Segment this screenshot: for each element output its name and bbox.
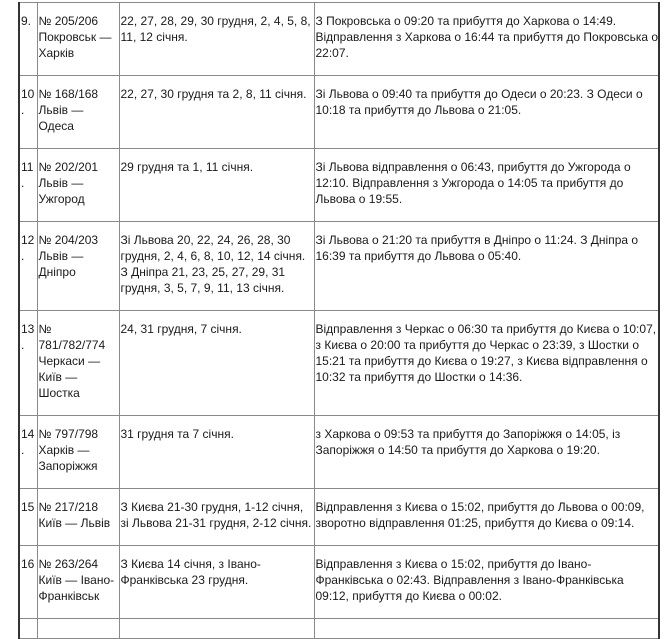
schedule-text: Відправлення з Києва о 15:02, прибуття до Львова о 00:09, зворотно відправлення 01:25, прибуття до Києва о 09:14. bbox=[314, 489, 659, 546]
travel-dates bbox=[119, 619, 314, 639]
schedule-text: з Харкова о 09:53 та прибуття до Запоріжжя о 14:05, із Запоріжжя о 14:50 та прибуття до Харкова о 19:20. bbox=[314, 416, 659, 489]
travel-dates: З Києва 14 січня, з Івано-Франківська 23 грудня. bbox=[119, 546, 314, 619]
train-name: № 781/782/774 Черкаси — Київ — Шостка bbox=[37, 311, 119, 416]
schedule-text: Зі Львова відправлення о 06:43, прибуття до Ужгорода о 12:10. Відправлення з Ужгорода о 14:05 та прибуття до Львова о 19:55. bbox=[314, 149, 659, 222]
row-number: 11. bbox=[19, 149, 37, 222]
row-number: 15 bbox=[19, 489, 37, 546]
table-row bbox=[19, 149, 659, 222]
table-row bbox=[19, 489, 659, 546]
row-number: 16 bbox=[19, 546, 37, 619]
travel-dates: З Києва 21-30 грудня, 1-12 січня, зі Львова 21-31 грудня, 2-12 січня. bbox=[119, 489, 314, 546]
table-row bbox=[19, 222, 659, 311]
travel-dates: 31 грудня та 7 січня. bbox=[119, 416, 314, 489]
row-number: 12. bbox=[19, 222, 37, 311]
train-name: № 797/798 Харків — Запоріжжя bbox=[37, 416, 119, 489]
travel-dates: 24, 31 грудня, 7 січня. bbox=[119, 311, 314, 416]
schedule-text: Відправлення з Києва о 15:02, прибуття до Івано-Франківська о 02:43. Відправлення з Івано-Франківська 09:12, прибуття до Києва о 00:02. bbox=[314, 546, 659, 619]
train-name: № 217/218 Київ — Львів bbox=[37, 489, 119, 546]
train-name: № 202/201 Львів — Ужгород bbox=[37, 149, 119, 222]
train-name: № 204/203 Львів — Дніпро bbox=[37, 222, 119, 311]
travel-dates: 22, 27, 28, 29, 30 грудня, 2, 4, 5, 8, 11, 12 січня. bbox=[119, 3, 314, 76]
row-number: 13. bbox=[19, 311, 37, 416]
row-number: 10. bbox=[19, 76, 37, 149]
schedule-text: Зі Львова о 09:40 та прибуття до Одеси о 20:23. З Одеси о 10:18 та прибуття до Львова о 21:05. bbox=[314, 76, 659, 149]
train-name: № 168/168 Львів — Одеса bbox=[37, 76, 119, 149]
row-number: 9. bbox=[19, 3, 37, 76]
schedule-text: Зі Львова о 21:20 та прибуття в Дніпро о 11:24. З Дніпра о 16:39 та прибуття до Львова о 05:40. bbox=[314, 222, 659, 311]
row-number: 14. bbox=[19, 416, 37, 489]
train-schedule-table bbox=[18, 2, 660, 639]
train-name bbox=[37, 619, 119, 639]
row-number bbox=[19, 619, 37, 639]
table-row bbox=[19, 546, 659, 619]
table-row bbox=[19, 311, 659, 416]
table-row bbox=[19, 619, 659, 639]
travel-dates: 22, 27, 30 грудня та 2, 8, 11 січня. bbox=[119, 76, 314, 149]
table-row bbox=[19, 76, 659, 149]
table-row bbox=[19, 416, 659, 489]
train-name: № 263/264 Київ — Івано- Франківськ bbox=[37, 546, 119, 619]
schedule-text: З Покровська о 09:20 та прибуття до Харкова о 14:49. Відправлення з Харкова о 16:44 та прибуття до Покровська о 22:07. bbox=[314, 3, 659, 76]
train-name: № 205/206 Покровськ — Харків bbox=[37, 3, 119, 76]
table-row bbox=[19, 3, 659, 76]
travel-dates: 29 грудня та 1, 11 січня. bbox=[119, 149, 314, 222]
schedule-text bbox=[314, 619, 659, 639]
travel-dates: Зі Львова 20, 22, 24, 26, 28, 30 грудня, 2, 4, 6, 8, 10, 12, 14 січня. З Дніпра 21, 23, 25, 27, 29, 31 грудня, 3, 5, 7, 9, 11, 13 січня. bbox=[119, 222, 314, 311]
schedule-text: Відправлення з Черкас о 06:30 та прибуття до Києва о 10:07, з Києва о 20:00 та прибуття до Черкас о 23:39, з Шостки о 15:21 та прибуття до Києва о 19:27, з Києва відправлення о 10:32 та прибуття до Шостки о 14:36. bbox=[314, 311, 659, 416]
